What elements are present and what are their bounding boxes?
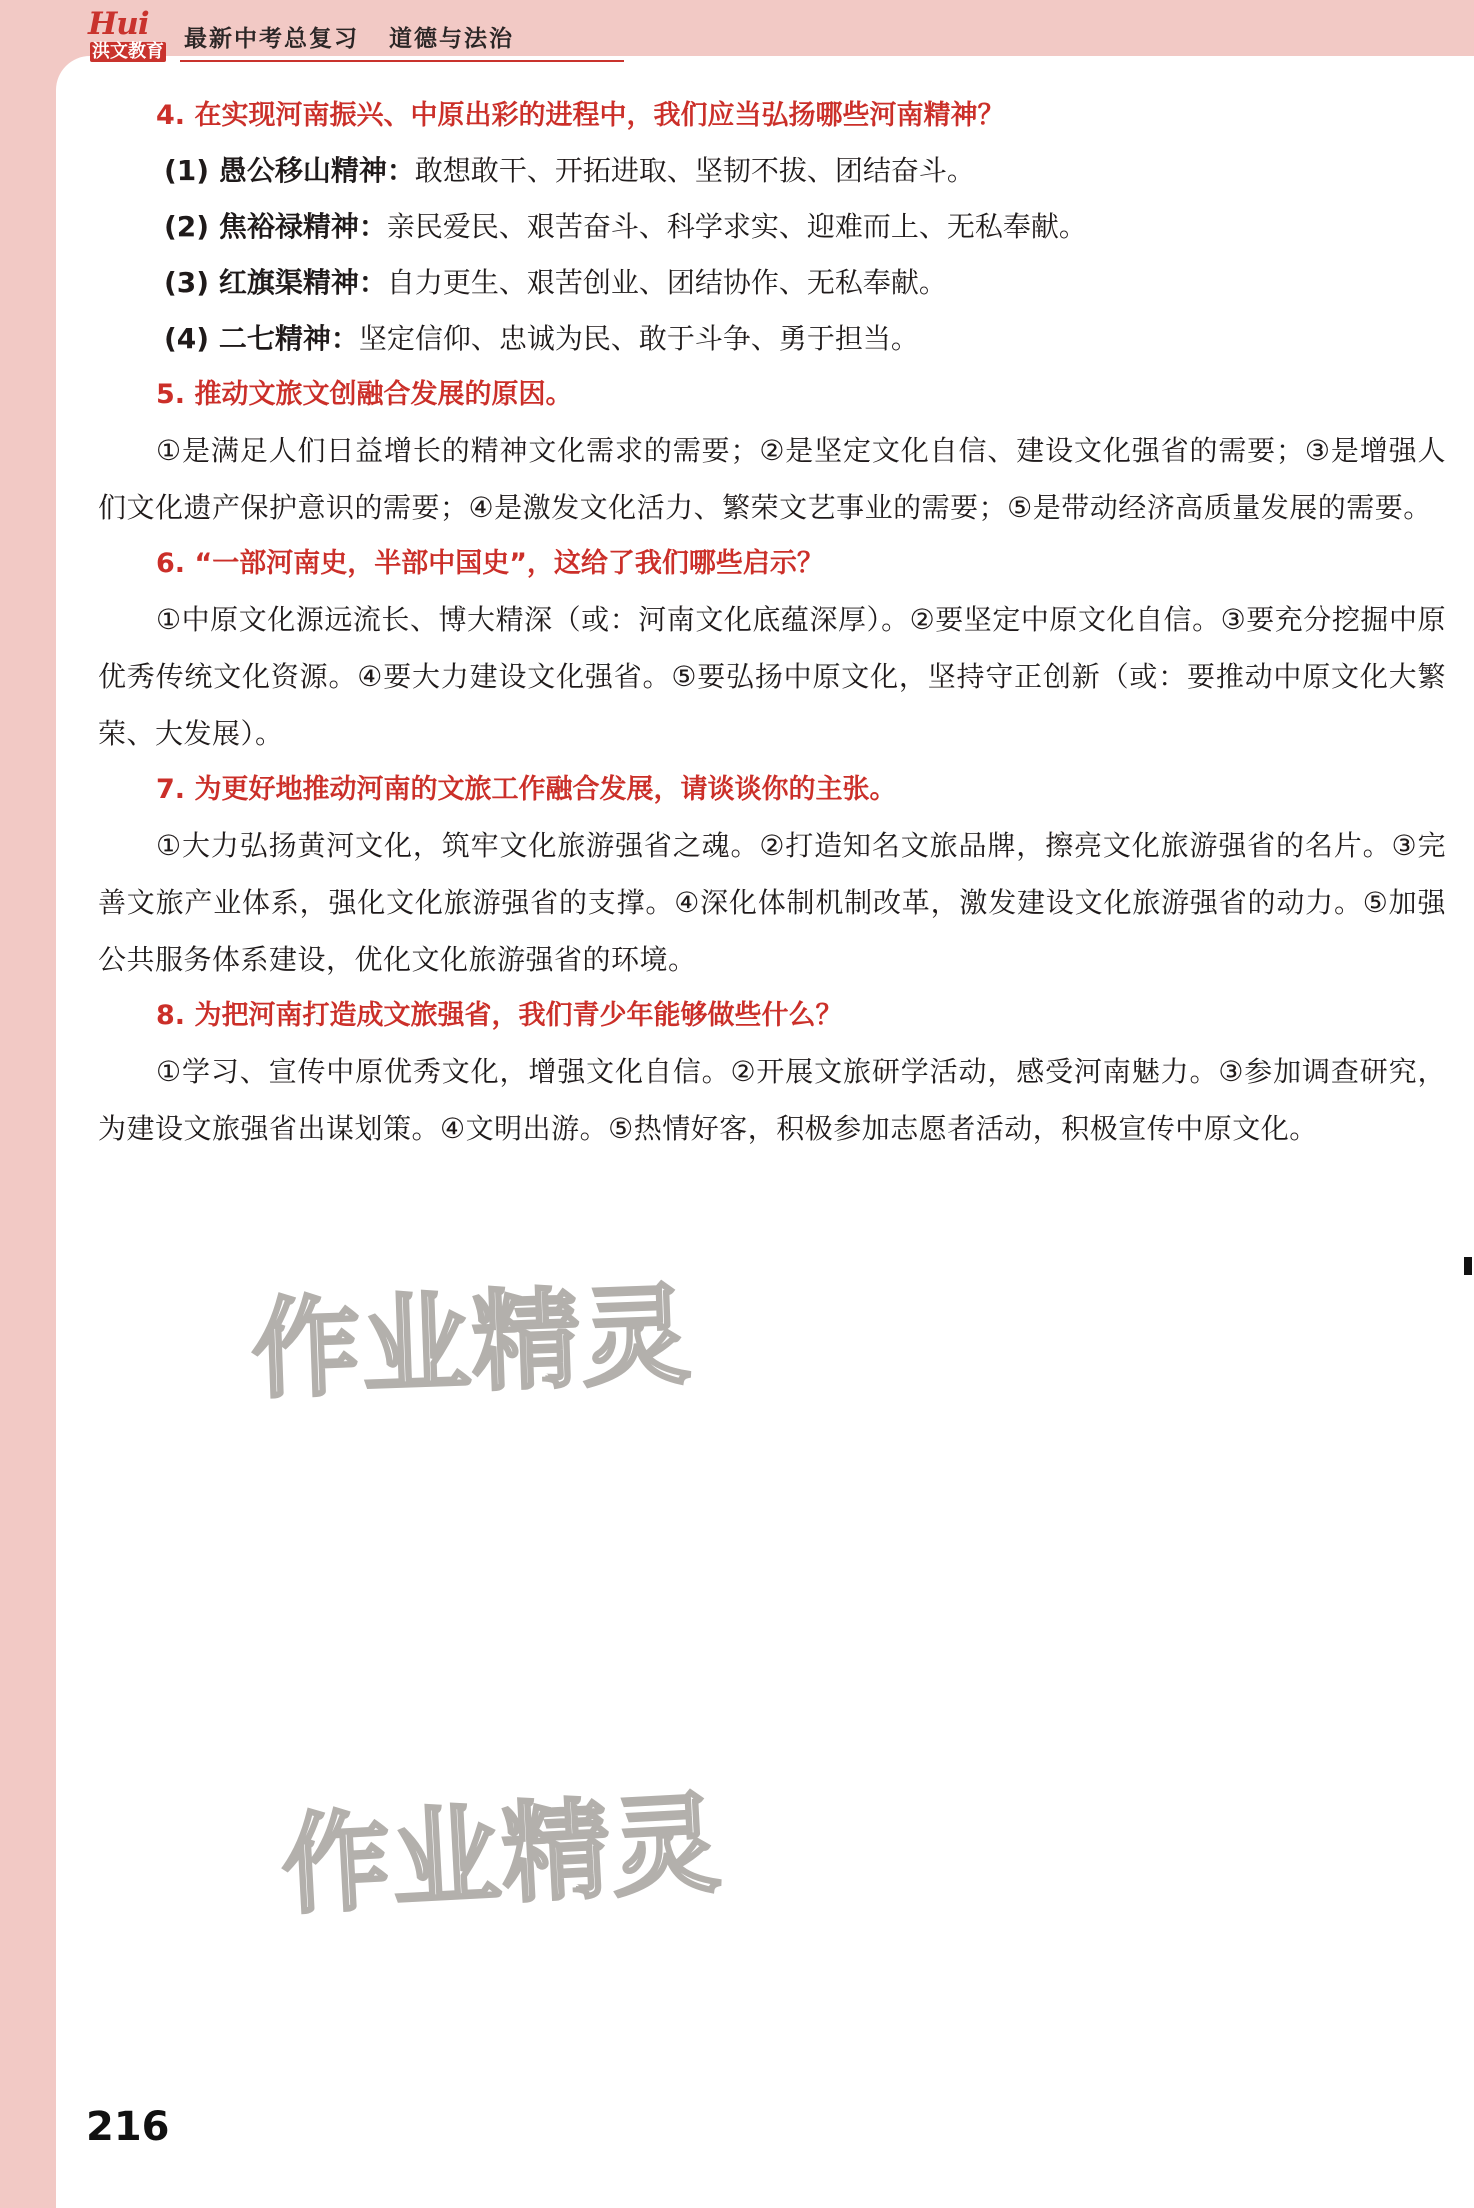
main-content	[98, 88, 1446, 1157]
question-block-6	[98, 536, 1446, 762]
logo-text: 洪文教育	[92, 41, 164, 62]
answer-text: ①学习、宣传中原优秀文化，增强文化自信。②开展文旅研学活动，感受河南魅力。③参加调查研究，为建设文旅强省出谋划策。④文明出游。⑤热情好客，积极参加志愿者活动，积极宣传中原文化。	[98, 1055, 1446, 1145]
spirit-name: (4) 二七精神：	[164, 322, 359, 355]
question-block-5	[98, 367, 1446, 536]
question-block-8	[98, 988, 1446, 1157]
question-block-7	[98, 762, 1446, 988]
spirit-text: 自力更生、艰苦创业、团结协作、无私奉献。	[386, 266, 947, 299]
spirit-text: 亲民爱民、艰苦奋斗、科学求实、迎难而上、无私奉献。	[386, 210, 1087, 243]
spirit-name: (3) 红旗渠精神：	[164, 266, 387, 299]
spirit-item	[98, 255, 1446, 311]
question-title: 5. 推动文旅文创融合发展的原因。	[156, 379, 573, 410]
page-header	[0, 0, 1474, 68]
page-edge-mark	[1464, 1257, 1472, 1275]
book-title: 最新中考总复习	[184, 26, 359, 52]
spirit-text: 坚定信仰、忠诚为民、敢于斗争、勇于担当。	[358, 322, 919, 355]
publisher-logo	[88, 8, 166, 66]
spirit-name: (2) 焦裕禄精神：	[164, 210, 387, 243]
spirit-item	[98, 143, 1446, 199]
page-number: 216	[86, 2104, 170, 2150]
subject-title: 道德与法治	[389, 26, 514, 52]
spirit-item	[98, 311, 1446, 367]
answer-text: ①是满足人们日益增长的精神文化需求的需要；②是坚定文化自信、建设文化强省的需要；③是增强人们文化遗产保护意识的需要；④是激发文化活力、繁荣文艺事业的需要；⑤是带动经济高质量发展的需要。	[98, 434, 1446, 524]
answer-text: ①大力弘扬黄河文化，筑牢文化旅游强省之魂。②打造知名文旅品牌，擦亮文化旅游强省的名片。③完善文旅产业体系，强化文化旅游强省的支撑。④深化体制机制改革，激发建设文化旅游强省的动力。⑤加强公共服务体系建设，优化文化旅游强省的环境。	[98, 829, 1446, 976]
spirit-name: (1) 愚公移山精神：	[164, 154, 415, 187]
header-divider	[180, 60, 624, 62]
answer-text: ①中原文化源远流长、博大精深（或：河南文化底蕴深厚）。②要坚定中原文化自信。③要充分挖掘中原优秀传统文化资源。④要大力建设文化强省。⑤要弘扬中原文化，坚持守正创新（或：要推动中原文化大繁荣、大发展）。	[98, 603, 1446, 750]
logo-mark: Hui	[88, 6, 149, 42]
question-block-4	[98, 88, 1446, 367]
spirit-text: 敢想敢干、开拓进取、坚韧不拔、团结奋斗。	[414, 154, 975, 187]
watermark-logo: 作业精灵	[249, 1273, 695, 1414]
question-title: 8. 为把河南打造成文旅强省，我们青少年能够做些什么？	[156, 1000, 843, 1031]
question-title: 7. 为更好地推动河南的文旅工作融合发展，请谈谈你的主张。	[156, 774, 897, 805]
header-title	[184, 24, 514, 54]
watermark-logo: 作业精灵	[279, 1781, 725, 1930]
question-title: 4. 在实现河南振兴、中原出彩的进程中，我们应当弘扬哪些河南精神？	[156, 100, 1005, 131]
question-title: 6. “一部河南史，半部中国史”，这给了我们哪些启示？	[156, 548, 824, 579]
spirit-item	[98, 199, 1446, 255]
